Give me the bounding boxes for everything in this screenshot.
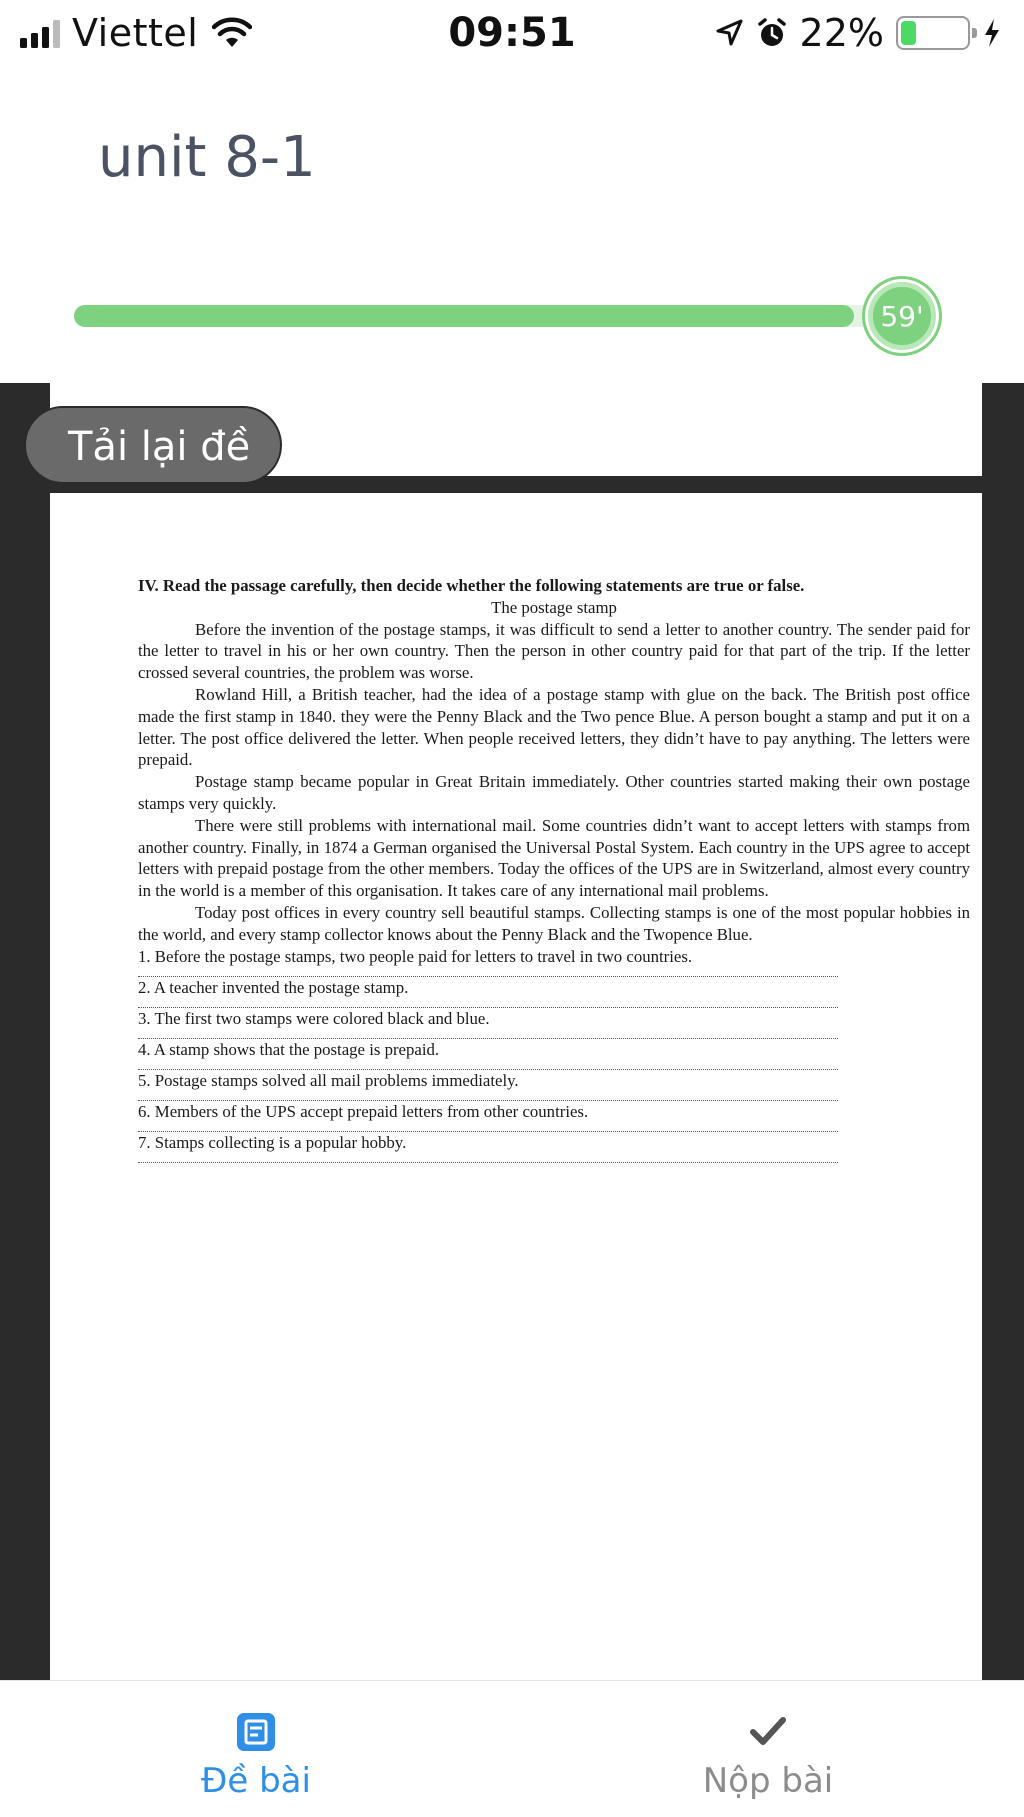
question-text: 5. Postage stamps solved all mail problems immediately. xyxy=(138,1070,519,1090)
tab-submit-label: Nộp bài xyxy=(702,1761,834,1801)
carrier-name: Viettel xyxy=(72,11,199,55)
question-text: 7. Stamps collecting is a popular hobby. xyxy=(138,1132,407,1152)
tab-exam[interactable] xyxy=(0,1681,512,1817)
battery-level xyxy=(901,21,916,45)
timer-progress-fill xyxy=(74,305,854,327)
charging-bolt-icon xyxy=(982,18,1002,48)
battery-icon xyxy=(896,16,970,50)
passage-paragraph: Postage stamp became popular in Great Britain immediately. Other countries started making their own postage stamps very quickly. xyxy=(138,772,970,813)
bottom-navigation xyxy=(0,1680,1024,1817)
battery-percentage: 22% xyxy=(799,11,884,55)
question-text: 1. Before the postage stamps, two people paid for letters to travel in two countries. xyxy=(138,946,693,966)
question-item xyxy=(138,1008,970,1039)
question-text: 2. A teacher invented the postage stamp. xyxy=(138,977,409,997)
passage-paragraph: Before the invention of the postage stamps, it was difficult to send a letter to another country. The sender paid for the letter to travel in his or her own country. Then the person in other country paid for that part of the trip. If the letter crossed several countries, the problem was worse. xyxy=(138,619,970,683)
alarm-icon xyxy=(756,17,788,49)
question-text: 6. Members of the UPS accept prepaid letters from other countries. xyxy=(138,1101,589,1121)
passage-paragraph: There were still problems with international mail. Some countries didn’t want to accept letters with stamps from another country. Finally, in 1874 a German organised the Universal Postal System. Each country in the UPS agree to accept letters with prepaid postage from the other members. Today the offices of the UPS are in Switzerland, almost every country in the world is a member of this organisation. It takes care of any international mail problems. xyxy=(138,815,970,901)
question-text: 3. The first two stamps were colored black and blue. xyxy=(138,1008,490,1028)
reload-exam-button[interactable]: Tải lại đề xyxy=(24,406,282,484)
question-item xyxy=(138,1070,970,1101)
timer-progress-bar xyxy=(74,305,904,327)
question-item xyxy=(138,946,970,977)
tab-exam-label: Đề bài xyxy=(201,1761,311,1801)
question-item xyxy=(138,1132,970,1163)
exercise-heading: IV. Read the passage carefully, then decide whether the following statements are true or false. xyxy=(138,576,805,595)
checkmark-icon xyxy=(748,1711,788,1751)
timer-badge: 59' xyxy=(868,282,936,350)
question-item xyxy=(138,1039,970,1070)
passage-title: The postage stamp xyxy=(491,597,617,617)
passage-paragraph: Today post offices in every country sell beautiful stamps. Collecting stamps is one of the most popular hobbies in the world, and every stamp collector knows about the Penny Black and the Twopence Blue. xyxy=(138,902,970,944)
tab-submit[interactable] xyxy=(512,1681,1024,1817)
question-text: 4. A stamp shows that the postage is prepaid. xyxy=(138,1039,440,1059)
page-title: unit 8-1 xyxy=(98,125,316,190)
passage-paragraph: Rowland Hill, a British teacher, had the idea of a postage stamp with glue on the back. The British post office made the first stamp in 1840. they were the Penny Black and the Two pence Blue. A person bought a stamp and put it on a letter. The post office delivered the letter. When people received letters, they didn’t have to pay anything. The letters were prepaid. xyxy=(138,684,970,770)
location-arrow-icon xyxy=(714,18,744,48)
status-right xyxy=(714,8,1002,58)
clock: 09:51 xyxy=(448,10,576,56)
document-icon xyxy=(235,1711,277,1753)
question-item xyxy=(138,977,970,1008)
document-content xyxy=(138,575,970,1163)
document-viewer[interactable] xyxy=(0,383,1024,1680)
question-item xyxy=(138,1101,970,1132)
status-bar xyxy=(0,0,1024,70)
document-page xyxy=(50,493,982,1680)
